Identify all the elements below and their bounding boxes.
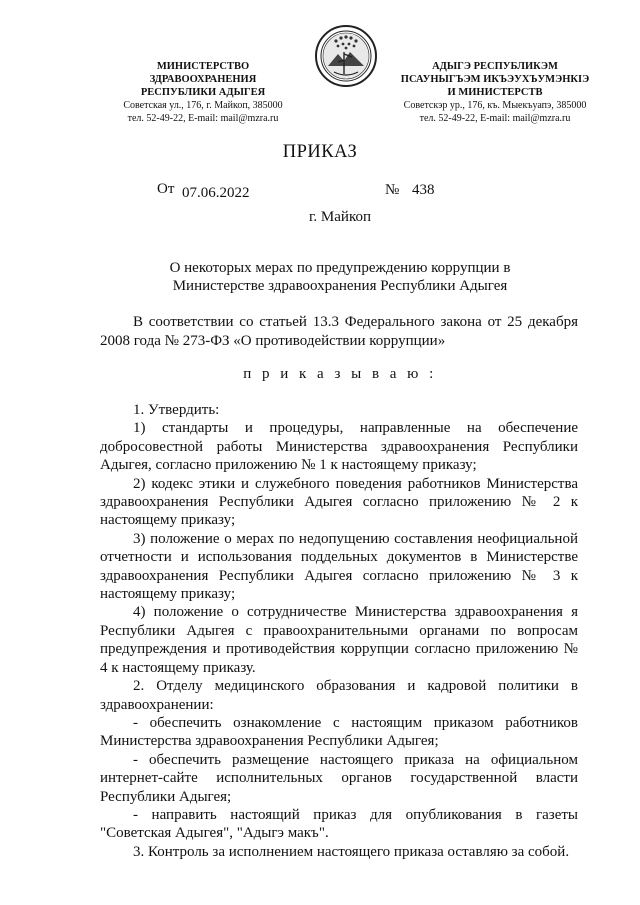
order-word: п р и к а з ы в а ю : (243, 366, 437, 382)
ministry-address: Советскэр ур., 176, къ. Мыекъуапэ, 385000 (403, 100, 587, 111)
document-subject (100, 259, 580, 295)
ministry-name-line: АДЫГЭ РЕСПУБЛИКЭМ (432, 61, 558, 72)
ministry-contacts: тел. 52-49-22, E-mail: mail@mzra.ru (127, 113, 279, 124)
order-paragraph: - обеспечить ознакомление с настоящим приказом работников Министерства здравоохранения Республики Адыгея; (100, 714, 578, 750)
ministry-address: Советская ул., 176, г. Майкоп, 385000 (123, 100, 283, 111)
header-right-block (380, 60, 610, 125)
document-number: 438 (412, 182, 435, 198)
ministry-name-line: ПСАУНЫГЪЭМ ИКЪЭУХЪУМЭНКІЭ (400, 74, 590, 85)
order-paragraph: 4) положение о сотрудничестве Министерства здравоохранения я Республики Адыгея с правоохранительными органами по вопросам предупреждения и противодействия коррупции согласно приложению № 4 к настоящему приказу. (100, 604, 578, 676)
ministry-name-line: РЕСПУБЛИКИ АДЫГЕЯ (140, 87, 266, 98)
preamble-paragraph: В соответствии со статьей 13.3 Федерального закона от 25 декабря 2008 года № 273-ФЗ «О противодействии коррупции» (100, 314, 578, 349)
order-paragraph: - обеспечить размещение настоящего приказа на официальном интернет-сайте исполнительных органов государственной власти Республики Адыгея; (100, 751, 578, 805)
date-label: От (157, 181, 175, 197)
ministry-contacts: тел. 52-49-22, E-mail: mail@mzra.ru (419, 113, 571, 124)
order-paragraph: 1) стандарты и процедуры, направленные на обеспечение добросовестной работы Министерства здравоохранения Республики Адыгея, согласно приложению № 1 к настоящему приказу; (100, 420, 578, 474)
order-paragraph: 3) положение о мерах по недопущению составления неофициальной отчетности и использования поддельных документов в Министерстве здравоохранения Республики Адыгея согласно приложению № 3 к настоящему приказу; (100, 530, 578, 603)
order-paragraph: 1. Утвердить: (133, 402, 220, 418)
ministry-name-line: МИНИСТЕРСТВО (156, 61, 250, 72)
ministry-name-line: ЗДРАВООХРАНЕНИЯ (149, 74, 257, 85)
order-paragraph: 3. Контроль за исполнением настоящего приказа оставляю за собой. (133, 843, 570, 860)
header-left-block (88, 60, 318, 125)
subject-line: Министерстве здравоохранения Республики Адыгея (172, 278, 508, 294)
order-paragraph: - направить настоящий приказ для опубликования в газеты "Советская Адыгея", "Адыгэ макъ". (100, 806, 578, 842)
document-date: 07.06.2022 (182, 185, 250, 201)
ministry-name-line: И МИНИСТЕРСТВ (447, 87, 543, 98)
coat-of-arms-emblem-icon (314, 24, 378, 88)
document-city: г. Майкоп (308, 209, 372, 225)
document-title: ПРИКАЗ (282, 142, 358, 162)
order-paragraph: 2. Отделу медицинского образования и кадровой политики в здравоохранении: (100, 678, 578, 713)
number-label: № (385, 182, 400, 198)
order-body (100, 401, 578, 861)
order-paragraph: 2) кодекс этики и служебного поведения работников Министерства здравоохранения Республики Адыгея согласно приложению № 2 к настоящему приказу; (100, 475, 578, 529)
subject-line: О некоторых мерах по предупреждению коррупции в (169, 260, 511, 276)
